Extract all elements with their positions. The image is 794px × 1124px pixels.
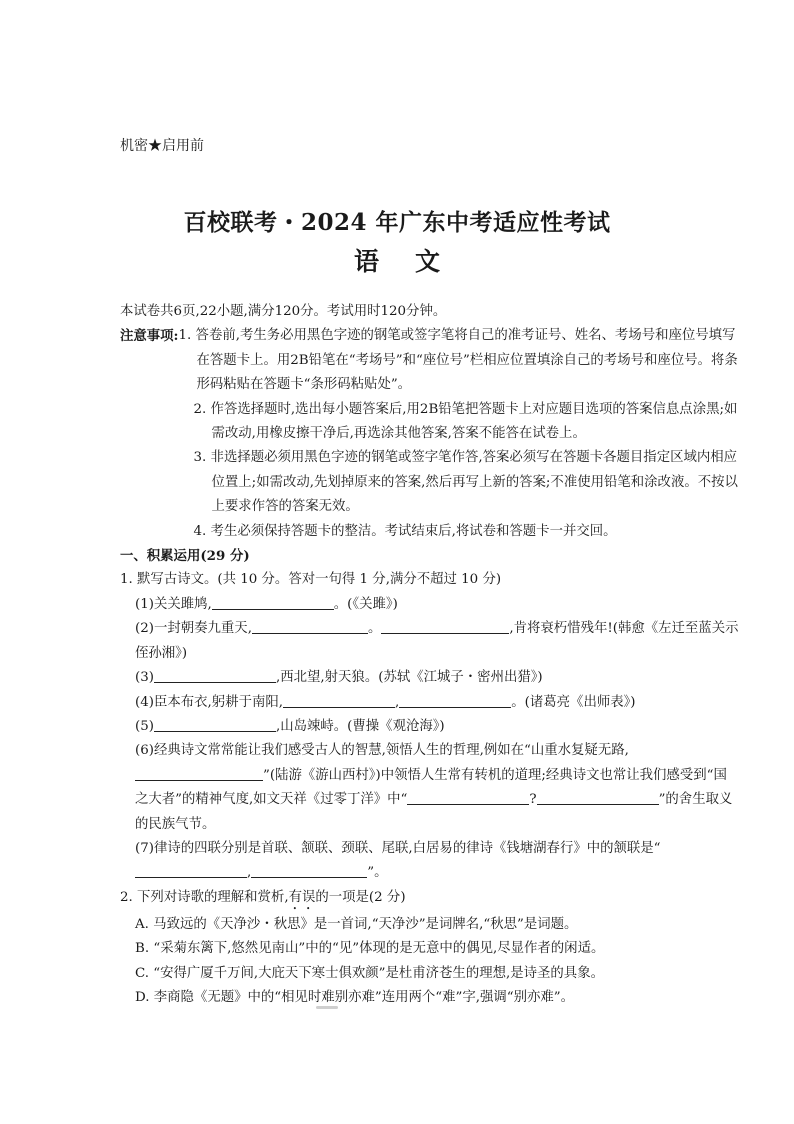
- answer-blank[interactable]: [252, 619, 368, 634]
- q1-p7-text-c: ”。: [367, 865, 388, 881]
- q1-p3-text-a: (3): [135, 670, 154, 686]
- q1-p1-text-b: 。(《关雎》): [333, 596, 398, 612]
- exam-body: [120, 300, 740, 1010]
- q1-p4-text-c: 。(诸葛亮《出师表》): [511, 694, 636, 710]
- answer-blank[interactable]: [537, 790, 659, 805]
- answer-blank[interactable]: [399, 693, 511, 708]
- answer-blank[interactable]: [135, 863, 247, 878]
- answer-blank[interactable]: [154, 717, 276, 732]
- answer-blank[interactable]: [381, 619, 509, 634]
- q2-option-c: C. “安得广厦千万间,大庇天下寒士俱欢颜”是杜甫济苍生的理想,是诗圣的具象。: [135, 965, 604, 981]
- q1-p6-text-d: ”的舍生取义的民族气节。: [135, 792, 733, 832]
- answer-blank[interactable]: [154, 668, 276, 683]
- q1-part-2: [120, 617, 740, 666]
- q1-part-7: [120, 837, 740, 886]
- notes-block: [120, 324, 740, 544]
- answer-blank[interactable]: [283, 693, 395, 708]
- answer-blank[interactable]: [407, 790, 529, 805]
- q1-p3-text-b: ,西北望,射天狼。(苏轼《江城子・密州出猎》): [275, 670, 543, 686]
- question-2-stem: [120, 886, 740, 913]
- answer-blank[interactable]: [212, 595, 334, 610]
- q1-p4-text-b: ,: [395, 694, 400, 710]
- exam-title: 百校联考・2024 年广东中考适应性考试: [183, 209, 611, 236]
- q1-p7-text-a: (7)律诗的四联分别是首联、颔联、颈联、尾联,白居易的律诗《钱塘湖春行》中的颔联是“: [135, 840, 661, 856]
- q2-stem-emphasis: 有误: [288, 889, 316, 905]
- notes-list: [179, 324, 740, 544]
- q1-part-1: [120, 593, 740, 617]
- q1-p5-text-b: ,山岛竦峙。(曹操《观沧海》): [275, 718, 445, 734]
- q1-p7-text-b: ,: [247, 865, 252, 881]
- q1-p5-text-a: (5): [135, 718, 154, 734]
- note-item-1: 1. 答卷前,考生务必用黑色字迹的钢笔或签字笔将自己的准考证号、姓名、考场号和座位号填写在答题卡上。用2B铅笔在“考场号”和“座位号”栏相应位置填涂自己的考场号和座位号。将条形码粘贴在答题卡“条形码粘贴处”。: [178, 328, 738, 393]
- answer-blank[interactable]: [251, 863, 367, 878]
- q1-p4-text-a: (4)臣本布衣,躬耕于南阳,: [135, 694, 283, 710]
- q1-p6-text-c: ?: [529, 792, 537, 808]
- section-1-title: 一、积累运用(29 分): [120, 548, 250, 565]
- note-item-4: 4. 考生必须保持答题卡的整洁。考试结束后,将试卷和答题卡一并交回。: [193, 523, 617, 539]
- q1-p2-text-c: ,肯将衰朽惜残年!(韩愈《左迁至蓝关示侄孙湘》): [135, 621, 739, 661]
- q2-stem-a: 2. 下列对诗歌的理解和赏析,: [120, 889, 289, 905]
- intro-line: 本试卷共6页,22小题,满分120分。考试用时120分钟。: [120, 304, 447, 319]
- confidential-mark: 机密★启用前: [120, 138, 204, 154]
- q1-part-6: [120, 739, 740, 837]
- subject-char-2: 文: [415, 247, 441, 276]
- answer-blank[interactable]: [135, 766, 263, 781]
- q2-option-a: A. 马致远的《天净沙・秋思》是一首词,“天净沙”是词牌名,“秋思”是词题。: [135, 916, 578, 932]
- subject-title: [0, 242, 794, 278]
- q1-part-4: [120, 691, 740, 715]
- q1-p1-text-a: (1)关关雎鸠,: [135, 596, 212, 612]
- q2-stem-b: 的一项是(2 分): [315, 889, 406, 905]
- q1-part-3: [120, 666, 740, 690]
- q1-p2-text-b: 。: [367, 621, 382, 637]
- q1-p6-text-b: ”(陆游《游山西村》)中领悟人生常有转机的道理;经典诗文也常让我们感受到“国之大者”的精神气度,如文天祥《过零丁洋》中“: [135, 767, 727, 808]
- scan-artifact: [316, 1006, 338, 1009]
- q2-option-d: D. 李商隐《无题》中的“相见时难别亦难”连用两个“难”字,强调“别亦难”。: [135, 989, 575, 1005]
- subject-char-1: 语: [353, 247, 379, 276]
- notes-label: 注意事项:: [120, 328, 179, 345]
- q2-option-b: B. “采菊东篱下,悠然见南山”中的“见”体现的是无意中的偶见,尽显作者的闲适。: [135, 941, 605, 957]
- note-item-3: 3. 非选择题必须用黑色字迹的钢笔或签字笔作答,答案必须写在答题卡各题目指定区域内相应位置上;如需改动,先划掉原来的答案,然后再写上新的答案;不准使用铅笔和涂改液。不按以上要求作答的答案无效。: [193, 450, 738, 515]
- note-item-2: 2. 作答选择题时,选出每小题答案后,用2B铅笔把答题卡上对应题目选项的答案信息点涂黑;如需改动,用橡皮擦干净后,再选涂其他答案,答案不能答在试卷上。: [193, 401, 738, 442]
- question-1-stem: 1. 默写古诗文。(共 10 分。答对一句得 1 分,满分不超过 10 分): [120, 572, 502, 588]
- q1-part-5: [120, 715, 740, 739]
- q1-p6-text-a: (6)经典诗文常常能让我们感受古人的智慧,领悟人生的哲理,例如在“山重水复疑无路,: [135, 743, 629, 759]
- q1-p2-text-a: (2)一封朝奏九重天,: [135, 621, 252, 637]
